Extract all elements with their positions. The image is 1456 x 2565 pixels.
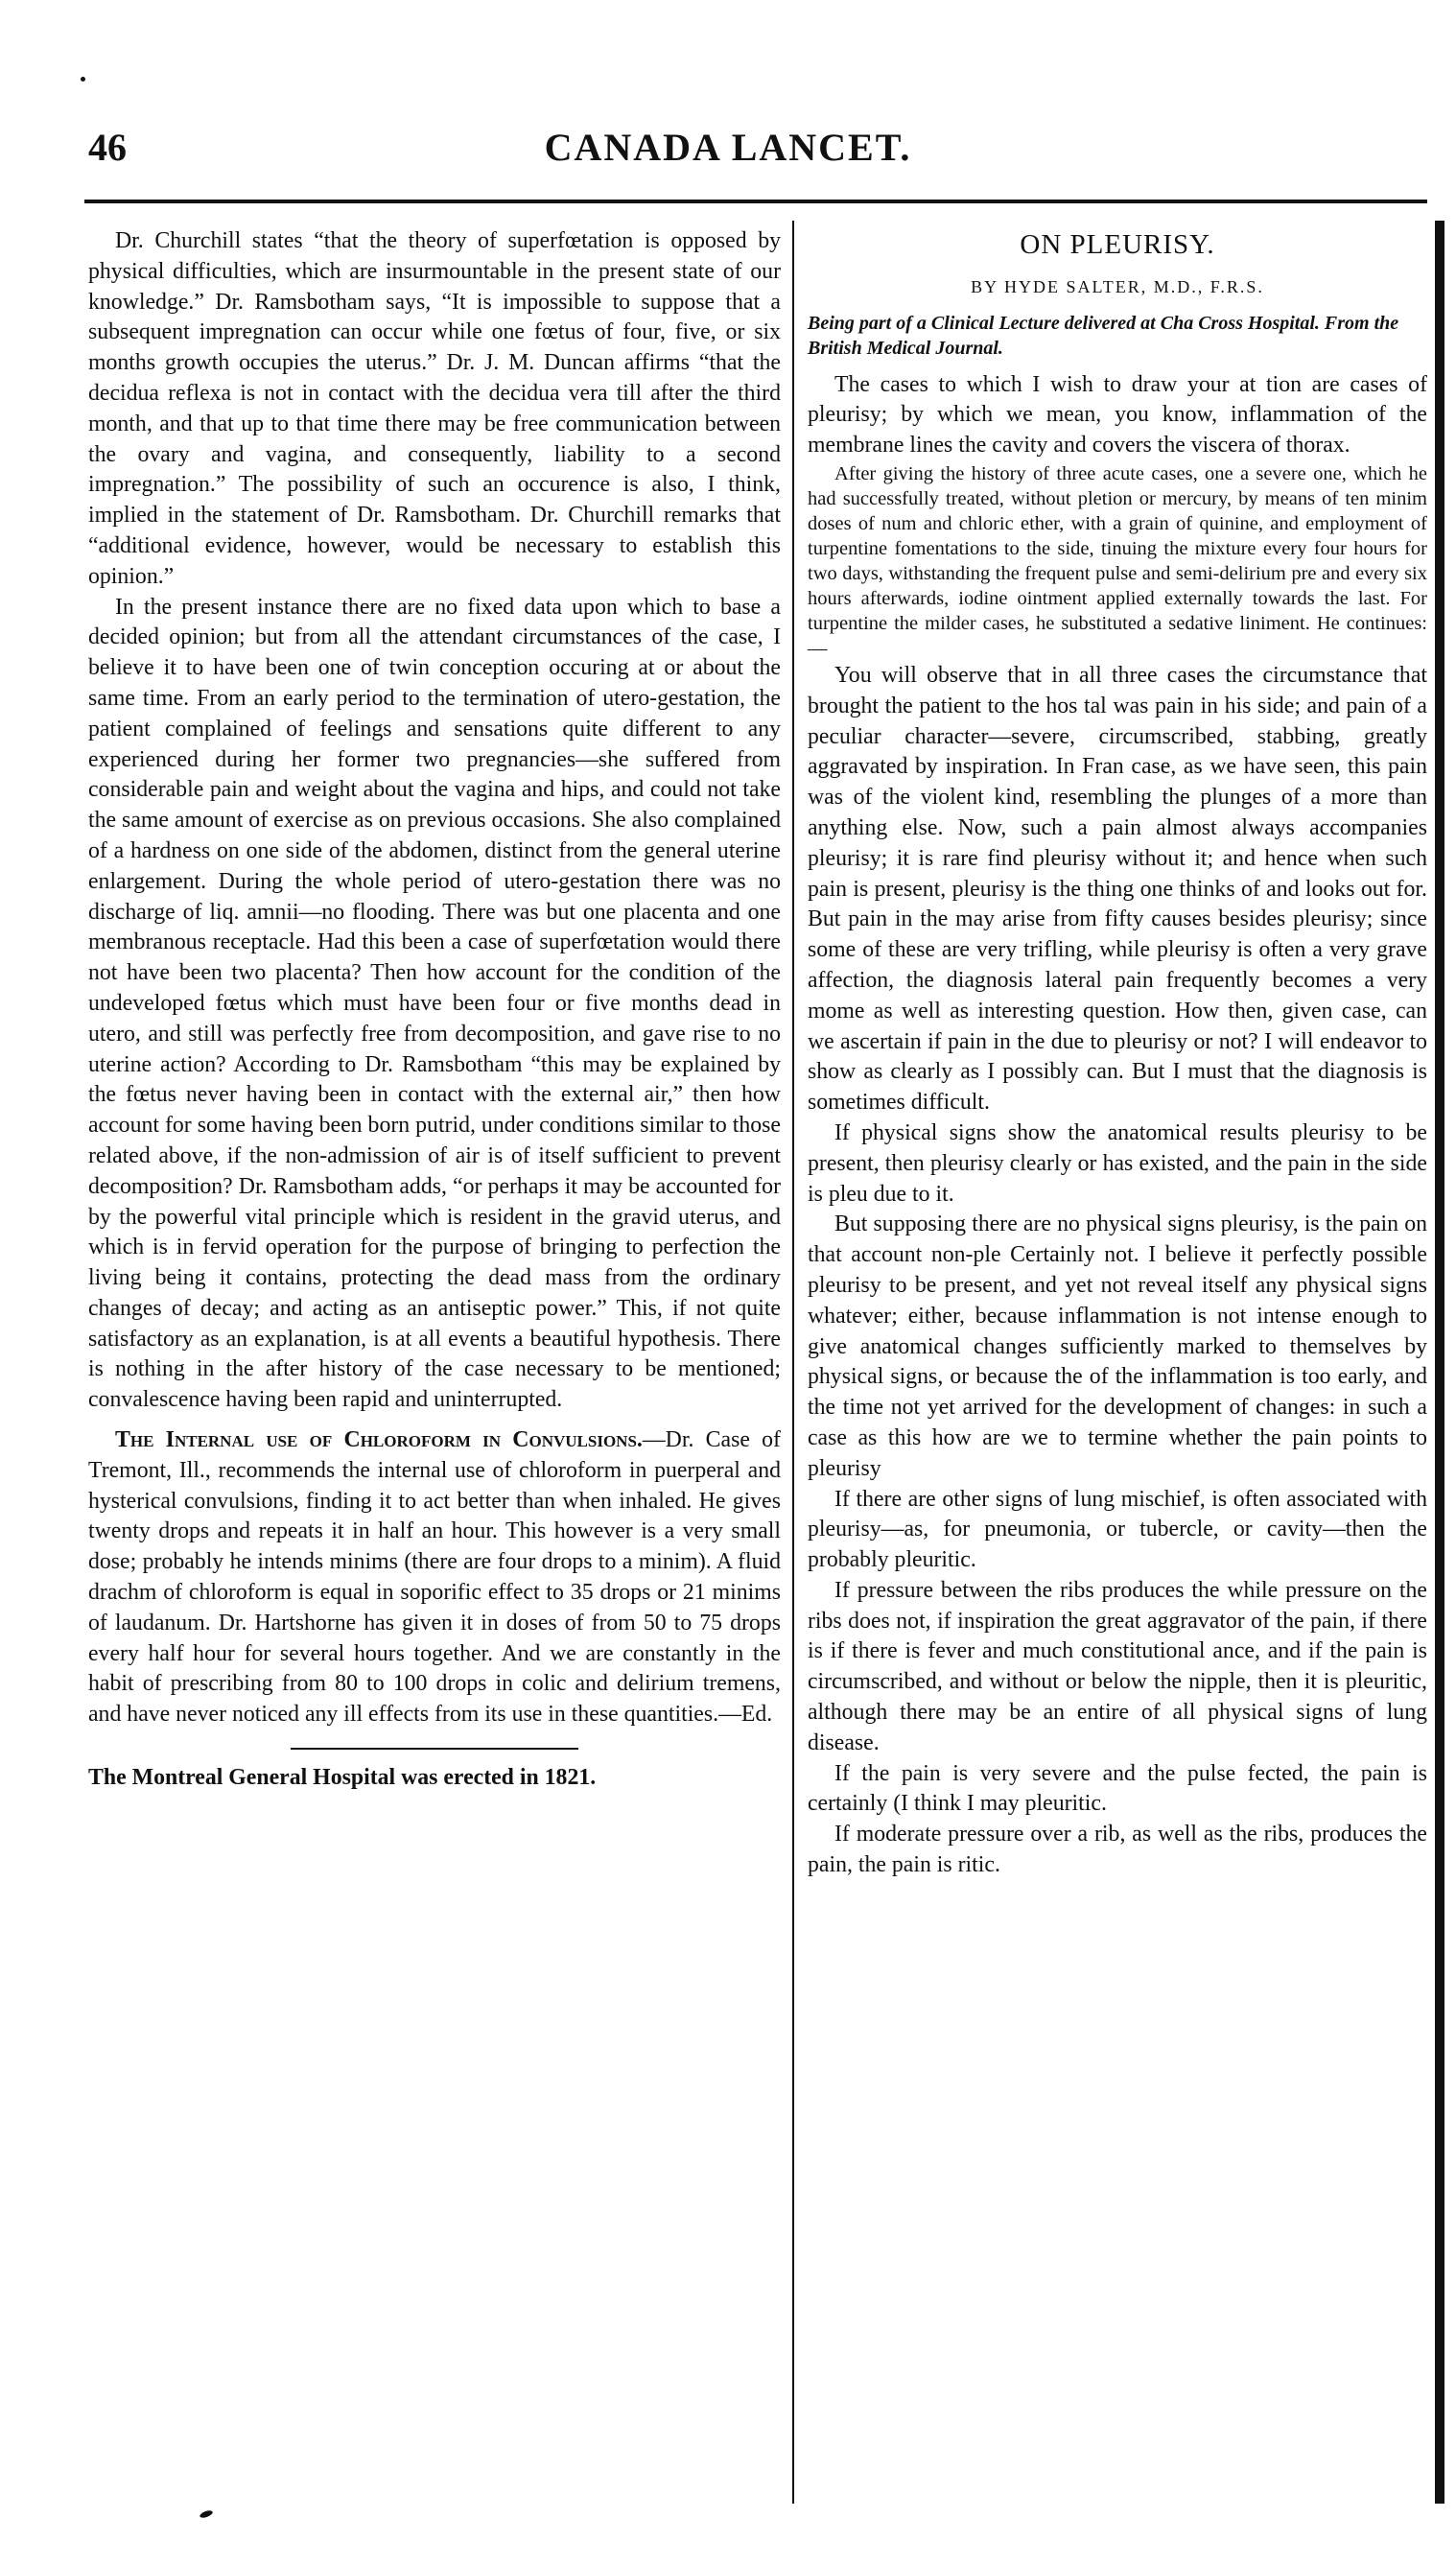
section-heading: The Internal use of Chloroform in Convulsions. [115, 1427, 643, 1453]
paragraph: If the pain is very severe and the pulse fected, the pain is certainly (I think I may pleuritic. [808, 1760, 1427, 1817]
paragraph: If physical signs show the anatomical results pleurisy to be present, then pleurisy clearly or has existed, and the pain in the side is pleu due to it. [808, 1119, 1427, 1207]
article-source: Being part of a Clinical Lecture delivered at Cha Cross Hospital. From the British Medical Journal. [808, 312, 1399, 359]
paragraph: But supposing there are no physical signs pleurisy, is the pain on that account non-ple Certainly not. I believe it perfectly possible pleurisy to be present, and yet not reveal itself any physical signs whatever; either, because inflammation is not intense enough to give anatomical changes sufficiently marked to themselves by physical signs, or because the of the inflammation is too early, and the time not yet arrived for the development of changes: in such a case as this how are we to termine whether the pain points to pleurisy [808, 1212, 1427, 1481]
paragraph: If pressure between the ribs produces the while pressure on the ribs does not, if inspiration the great aggravator of the pain, if there is if there is fever and much constitutional ance, and if the pain is circumscribed, and without or below the nipple, then it is pleuritic, although there may be an entire of all physical signs of lung disease. [808, 1577, 1427, 1755]
paragraph: You will observe that in all three cases the circumstance that brought the patient to the hos tal was pain in his side; and pain of a peculiar character—severe, circumscribed, stabbing, greatly aggravated by inspiration. In Fran case, as we have seen, this pain was of the violent kind, resembling the plunges of a more than anything else. Now, such a pain almost always accompanies pleurisy; it is rare find pleurisy without it; and hence when such pain is present, pleurisy is the thing one thinks of and looks out for. But pain in the may arise from fifty causes besides pleurisy; since some of these are very trifling, while pleurisy is often a very grave affection, the diagnosis lateral pain frequently becomes a very mome as well as interesting question. How then, given case, can we ascertain if pain in the due to pleurisy or not? I will endeavor to show as clearly as I possibly can. But I must that the diagnosis is sometimes difficult. [808, 662, 1427, 1116]
column-divider [792, 221, 794, 2504]
article-byline: BY HYDE SALTER, M.D., F.R.S. [971, 276, 1264, 296]
article-title: ON PLEURISY. [1020, 229, 1215, 260]
left-column [88, 226, 781, 1794]
page-edge-shadow [1435, 221, 1444, 2504]
ink-speck [199, 2509, 213, 2519]
section-paragraph [88, 1425, 781, 1730]
right-column [808, 226, 1427, 1881]
journal-title: CANADA LANCET. [544, 126, 912, 169]
section-text: —Dr. Case of Tremont, Ill., recommends the internal use of chloroform in puerperal and hysterical convulsions, finding it to act better than when inhaled. He gives twenty drops and repeats it in half an hour. This however is a very small dose; probably he intends minims (there are four drops to a minim). A fluid drachm of chloroform is equal in soporific effect to 35 drops or 21 minims of laudanum. Dr. Hartshorne has given it in doses of from 50 to 75 drops every half hour for several hours together. And we are constantly in the habit of prescribing from 80 to 100 drops in colic and delirium tremens, and have never noticed any ill effects from its use in these quantities.—Ed. [88, 1427, 781, 1728]
intro-paragraph: The cases to which I wish to draw your at tion are cases of pleurisy; by which we mean, you know, inflammation of the membrane lines the cavity and covers the viscera of thorax. [808, 371, 1427, 459]
footnote: The Montreal General Hospital was erected in 1821. [88, 1765, 597, 1791]
header-rule [84, 200, 1427, 203]
paragraph: If moderate pressure over a rib, as well as the ribs, produces the pain, the pain is ritic. [808, 1822, 1427, 1878]
paragraph: If there are other signs of lung mischief, is often associated with pleurisy—as, for pneumonia, or tubercle, or cavity—then the probably pleuritic. [808, 1486, 1427, 1573]
summary-paragraph: After giving the history of three acute cases, one a severe one, which he had successfully treated, without pletion or mercury, by means of ten minim doses of num and chloric ether, with a grain of quinine, and employment of turpentine fomentations to the side, tinuing the mixture every four hours for two days, withstanding the frequent pulse and semi-delirium pre and every six hours afterwards, iodine ointment applied externally towards the last. For turpentine the milder cases, he substituted a sedative liniment. He continues:— [808, 462, 1427, 659]
ink-speck [81, 77, 85, 82]
page-number: 46 [88, 126, 127, 169]
footnote-rule [291, 1748, 578, 1750]
paragraph: In the present instance there are no fixed data upon which to base a decided opinion; but from all the attendant circumstances of the case, I believe it to have been one of twin conception occuring at or about the same time. From an early period to the termination of utero-gestation, the patient complained of feelings and sensations quite different to any experienced during her former two pregnancies—she suffered from considerable pain and weight about the vagina and hips, and could not take the same amount of exercise as on previous occasions. She also complained of a hardness on one side of the abdomen, distinct from the general uterine enlargement. During the whole period of utero-gestation there was no discharge of liq. amnii—no flooding. There was but one placenta and one membranous receptacle. Had this been a case of superfœtation would there not have been two placenta? Then how account for the condition of the undeveloped fœtus which must have been four or five months dead in utero, and still was perfectly free from decomposition, and gave rise to no uterine action? According to Dr. Ramsbotham “this may be explained by the fœtus never having been in contact with the external air,” then how account for some having been born putrid, under conditions similar to those related above, if the non-admission of air is of itself sufficient to prevent decomposition? Dr. Ramsbotham adds, “or perhaps it may be accounted for by the powerful vital principle which is resident in the gravid uterus, and which is in fervid operation for the purpose of bringing to perfection the living being it contains, protecting the dead mass from the ordinary changes of decay; and acting as an antiseptic power.” This, if not quite satisfactory as an explanation, is at all events a beautiful hypothesis. There is nothing in the after history of the case necessary to be mentioned; convalescence having been rapid and uninterrupted. [88, 594, 781, 1413]
summary-block [808, 461, 1427, 661]
paragraph: Dr. Churchill states “that the theory of superfœtation is opposed by physical difficulties, which are insurmountable in the present state of our knowledge.” Dr. Ramsbotham says, “It is impossible to suppose that a subsequent impregnation can occur while one fœtus of four, five, or six months growth occupies the uterus.” Dr. J. M. Duncan affirms “that the decidua reflexa is not in contact with the decidua vera till after the third month, and that up to that time there may be free communication between the ovary and vagina, and consequently, liability to a second impregnation.” The possibility of such an occurence is also, I think, implied in the statement of Dr. Ramsbotham. Dr. Churchill remarks that “additional evidence, however, would be necessary to establish this opinion.” [88, 228, 781, 589]
